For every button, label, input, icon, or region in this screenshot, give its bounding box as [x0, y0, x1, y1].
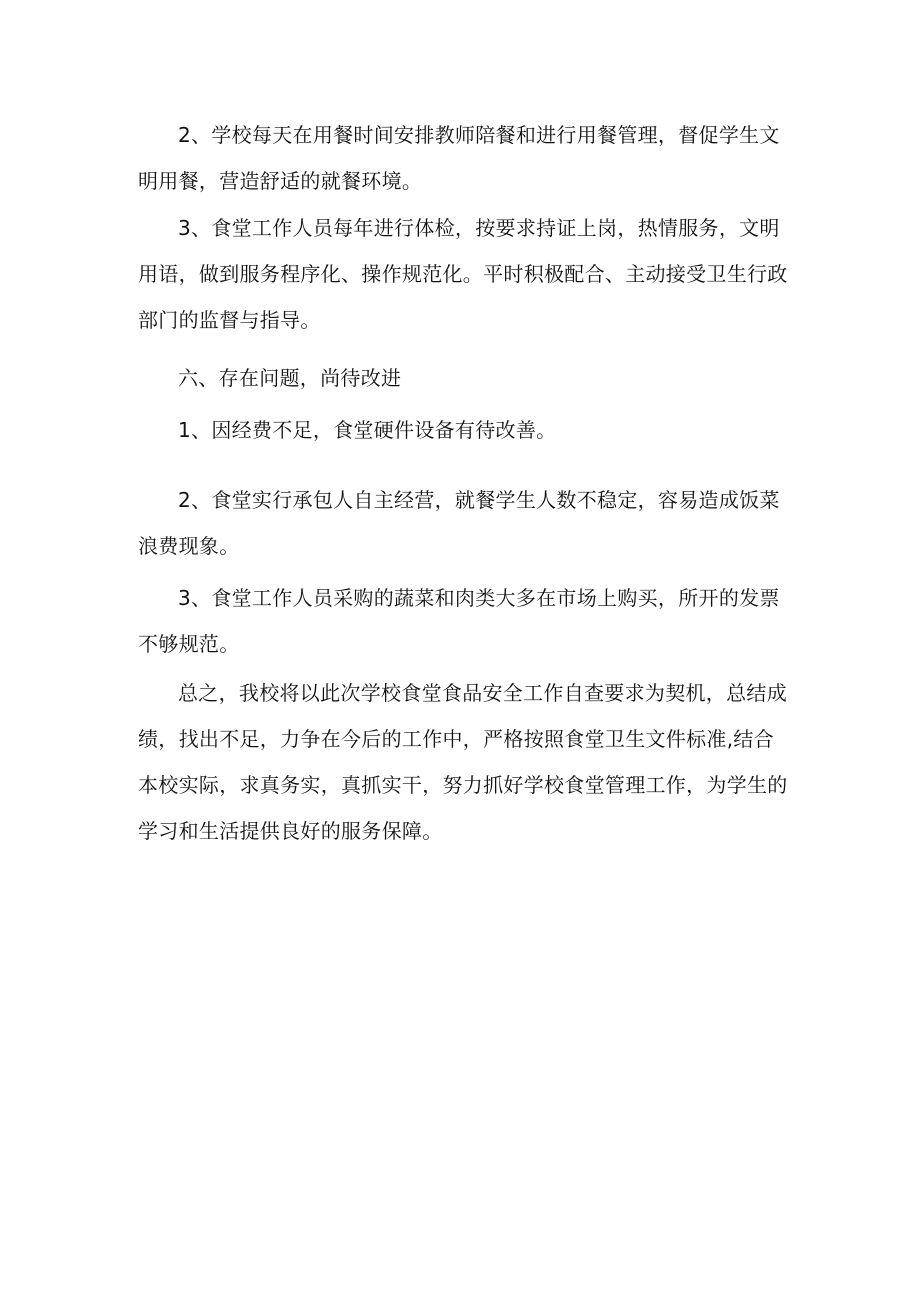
- issue-item-contract-operation: 2、食堂实行承包人自主经营，就餐学生人数不稳定，容易造成饭菜浪费现象。: [138, 488, 780, 558]
- conclusion-paragraph: 总之，我校将以此次学校食堂食品安全工作自查要求为契机，总结成绩，找出不足，力争在今后的工作中，严格按照食堂卫生文件标准,结合本校实际，求真务实，真抓实干，努力抓好学校食堂管理工作，为学生的学习和生活提供良好的服务保障。: [138, 681, 788, 843]
- issue-item-invoices: 3、食堂工作人员采购的蔬菜和肉类大多在市场上购买，所开的发票不够规范。: [138, 586, 780, 656]
- paragraph-staff-health-check: 3、食堂工作人员每年进行体检，按要求持证上岗，热情服务，文明用语，做到服务程序化、操作规范化。平时积极配合、主动接受卫生行政部门的监督与指导。: [138, 216, 788, 332]
- paragraph-teacher-supervision: 2、学校每天在用餐时间安排教师陪餐和进行用餐管理，督促学生文明用餐，营造舒适的就餐环境。: [138, 123, 780, 193]
- issue-item-funding: 1、因经费不足，食堂硬件设备有待改善。: [178, 418, 557, 442]
- section-heading-issues: 六、存在问题，尚待改进: [178, 366, 402, 390]
